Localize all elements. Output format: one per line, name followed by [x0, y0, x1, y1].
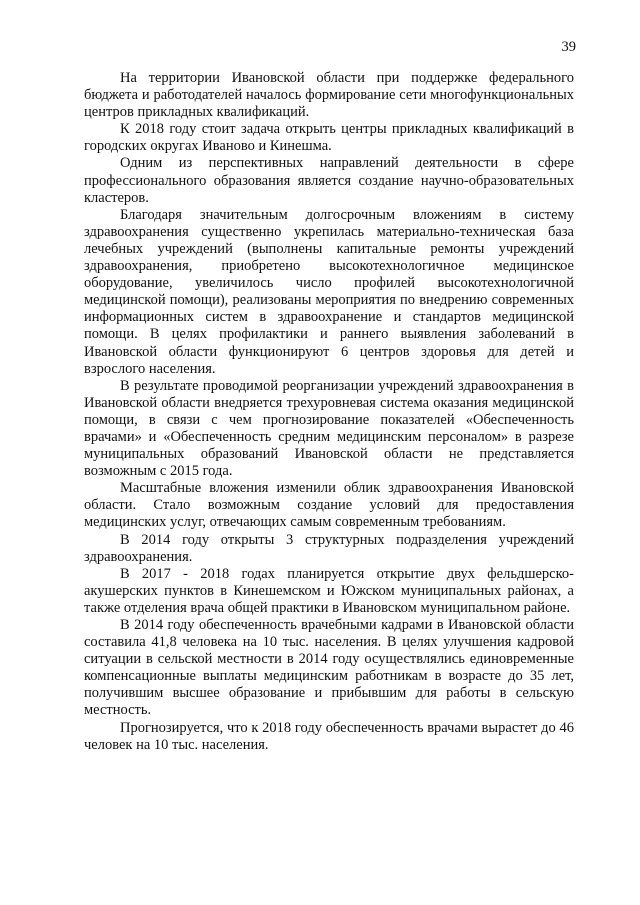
paragraph: Одним из перспективных направлений деятельности в сфере профессионального образования является создание научно-образовательных кластеров. [84, 155, 574, 206]
paragraph: В 2014 году обеспеченность врачебными кадрами в Ивановской области составила 41,8 человека на 10 тыс. населения. В целях улучшения кадровой ситуации в сельской местности в 2014 году осуществлялись единовременные компенсационные выплаты медицинским работникам в возрасте до 35 лет, получившим высшее образование и прибывшим для работы в сельскую местность. [84, 617, 574, 719]
paragraph: Масштабные вложения изменили облик здравоохранения Ивановской области. Стало возможным создание условий для предоставления медицинских услуг, отвечающих самым современным требованиям. [84, 480, 574, 531]
paragraph: Благодаря значительным долгосрочным вложениям в систему здравоохранения существенно укрепилась материально-техническая база лечебных учреждений (выполнены капитальные ремонты учреждений здравоохранения, приобретено высокотехнологичное медицинское оборудование, увеличилось число профилей высокотехнологичной медицинской помощи), реализованы мероприятия по внедрению современных информационных систем в здравоохранение и стандартов медицинской помощи. В целях профилактики и раннего выявления заболеваний в Ивановской области функционируют 6 центров здоровья для детей и взрослого населения. [84, 206, 574, 377]
page-number: 39 [561, 39, 576, 55]
paragraph: Прогнозируется, что к 2018 году обеспеченность врачами вырастет до 46 человек на 10 тыс. населения. [84, 719, 574, 753]
paragraph: В результате проводимой реорганизации учреждений здравоохранения в Ивановской области внедряется трехуровневая система оказания медицинской помощи, в связи с чем прогнозирование показателей «Обеспеченность врачами» и «Обеспеченность средним медицинским персоналом» в разрезе муниципальных образований Ивановской области не представляется возможным с 2015 года. [84, 377, 574, 480]
document-body [84, 70, 574, 754]
paragraph: В 2014 году открыты 3 структурных подразделения учреждений здравоохранения. [84, 531, 574, 565]
paragraph: К 2018 году стоит задача открыть центры прикладных квалификаций в городских округах Иваново и Кинешма. [84, 121, 574, 155]
paragraph: В 2017 - 2018 годах планируется открытие двух фельдшерско-акушерских пунктов в Кинешемском и Южском муниципальных районах, а также отделения врача общей практики в Ивановском муниципальном районе. [84, 565, 574, 616]
paragraph: На территории Ивановской области при поддержке федерального бюджета и работодателей началось формирование сети многофункциональных центров прикладных квалификаций. [84, 70, 574, 121]
